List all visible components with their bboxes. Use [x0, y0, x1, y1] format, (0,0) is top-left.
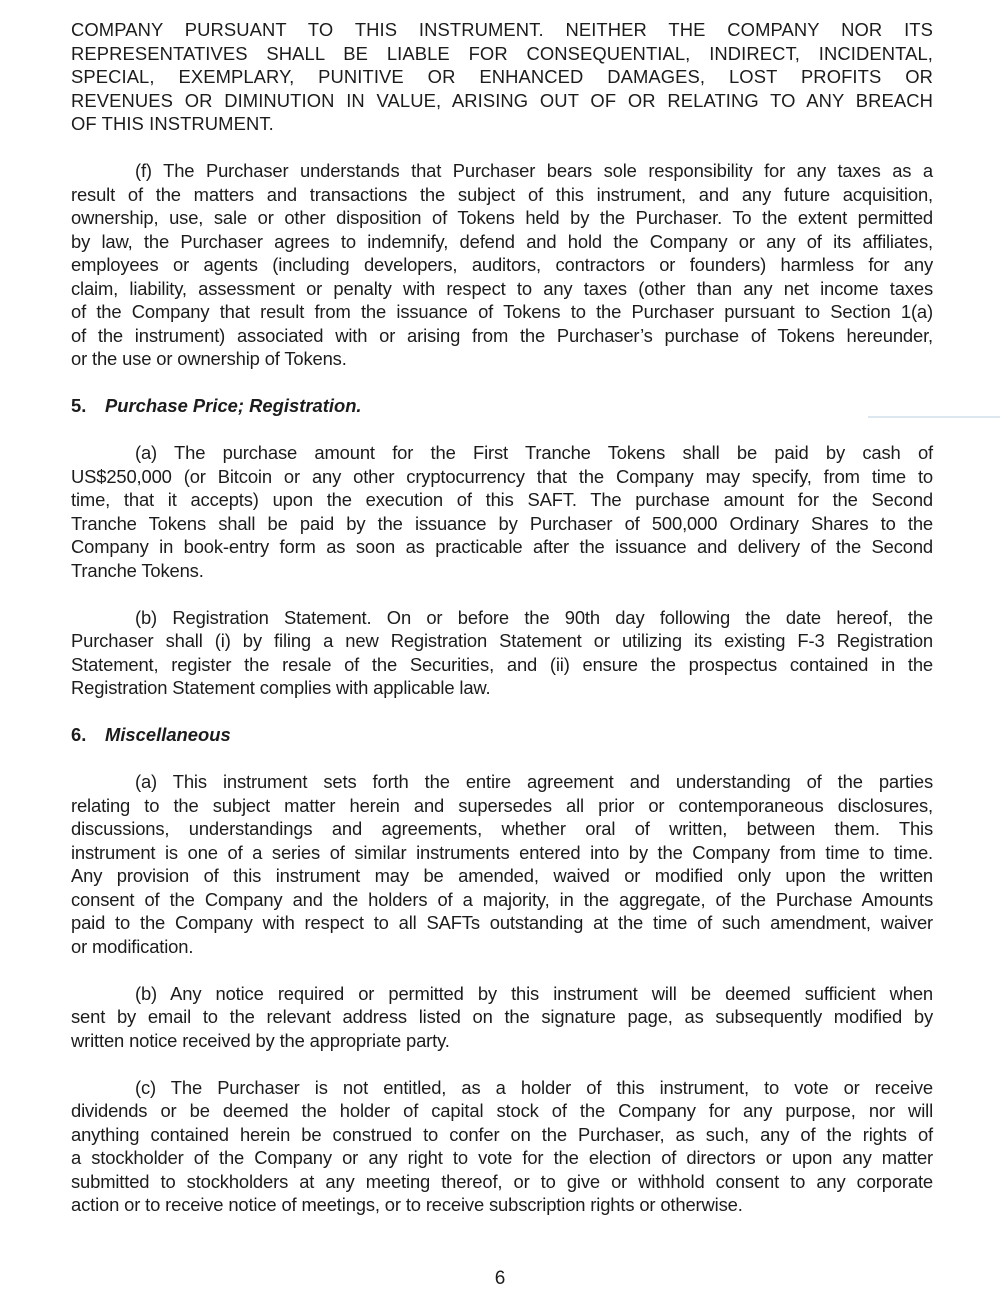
text-line: dividends or be deemed the holder of capital stock of the Company for any purpose, nor will [71, 1100, 933, 1121]
text-line: (c) The Purchaser is not entitled, as a holder of this instrument, to vote or receive [135, 1076, 933, 1098]
section-number: 6. [71, 724, 87, 745]
text-line: Tranche Tokens. [71, 559, 204, 581]
text-line: REPRESENTATIVES SHALL BE LIABLE FOR CONSEQUENTIAL, INDIRECT, INCIDENTAL, [71, 42, 933, 64]
text-line: submitted to stockholders at any meeting thereof, or to give or withhold consent to any corporate [71, 1170, 933, 1192]
section-4f [71, 159, 933, 371]
text-line: Purchaser shall (i) by filing a new Registration Statement or utilizing its existing F-3 Registration [71, 630, 933, 651]
text-line: ownership, use, sale or other disposition of Tokens held by the Purchaser. To the extent permitted [71, 207, 933, 228]
scan-artifact-line [868, 416, 1000, 418]
text-line: (b) Registration Statement. On or before the 90th day following the date hereof, the [135, 606, 933, 628]
text-line: (a) The purchase amount for the First Tranche Tokens shall be paid by cash of [135, 442, 933, 463]
text-line: result of the matters and transactions the subject of this instrument, and any future acquisition, [71, 183, 933, 205]
text-line: instrument is one of a series of similar instruments entered into by the Company from time to time. [71, 841, 933, 863]
text-line: anything contained herein be construed to confer on the Purchaser, as such, any of the rights of [71, 1123, 933, 1145]
text-line: discussions, understandings and agreements, whether oral of written, between them. This [71, 818, 933, 839]
text-line: (a) This instrument sets forth the entire agreement and understanding of the parties [135, 771, 933, 792]
text-line: time, that it accepts) upon the execution of this SAFT. The purchase amount for the Second [71, 489, 933, 510]
text-line: relating to the subject matter herein and supersedes all prior or contemporaneous disclosures, [71, 794, 933, 816]
text-line: action or to receive notice of meetings, or to receive subscription rights or otherwise. [71, 1194, 743, 1215]
text-line: written notice received by the appropriate party. [71, 1029, 450, 1051]
text-line: a stockholder of the Company or any right to vote for the election of directors or upon any matter [71, 1147, 933, 1168]
text-line: employees or agents (including developers, auditors, contractors or founders) harmless for any [71, 254, 933, 275]
text-line: US$250,000 (or Bitcoin or any other cryptocurrency that the Company may specify, from time to [71, 465, 933, 487]
section-title: Miscellaneous [105, 724, 231, 745]
text-line: OF THIS INSTRUMENT. [71, 113, 274, 134]
document-page [71, 18, 933, 1240]
text-line: SPECIAL, EXEMPLARY, PUNITIVE OR ENHANCED DAMAGES, LOST PROFITS OR [71, 66, 933, 87]
section-6c [71, 1076, 933, 1217]
text-line: Registration Statement complies with applicable law. [71, 677, 491, 698]
section-number: 5. [71, 395, 87, 416]
text-line: REVENUES OR DIMINUTION IN VALUE, ARISING OUT OF OR RELATING TO ANY BREACH [71, 89, 933, 111]
section-6a [71, 770, 933, 958]
text-line: Any provision of this instrument may be amended, waived or modified only upon the written [71, 865, 933, 886]
text-line: or the use or ownership of Tokens. [71, 348, 347, 369]
text-line: (f) The Purchaser understands that Purchaser bears sole responsibility for any taxes as a [135, 160, 933, 181]
text-line: (b) Any notice required or permitted by this instrument will be deemed sufficient when [135, 982, 933, 1004]
text-line: sent by email to the relevant address listed on the signature page, as subsequently modified by [71, 1006, 933, 1027]
text-line: paid to the Company with respect to all SAFTs outstanding at the time of such amendment, waiver [71, 912, 933, 933]
text-line: of the instrument) associated with or arising from the Purchaser’s purchase of Tokens hereunder, [71, 324, 933, 346]
limitation-of-liability-continued [71, 18, 933, 136]
section-6b [71, 982, 933, 1053]
text-line: COMPANY PURSUANT TO THIS INSTRUMENT. NEITHER THE COMPANY NOR ITS [71, 19, 933, 40]
section-6-heading [71, 723, 933, 747]
text-line: of the Company that result from the issuance of Tokens to the Purchaser pursuant to Section 1(a) [71, 301, 933, 322]
text-line: consent of the Company and the holders of a majority, in the aggregate, of the Purchase Amounts [71, 888, 933, 910]
text-line: or modification. [71, 935, 194, 957]
text-line: claim, liability, assessment or penalty with respect to any taxes (other than any net income taxes [71, 277, 933, 299]
text-line: Tranche Tokens shall be paid by the issuance by Purchaser of 500,000 Ordinary Shares to the [71, 512, 933, 534]
section-5b [71, 606, 933, 700]
section-5a [71, 441, 933, 582]
text-line: by law, the Purchaser agrees to indemnify, defend and hold the Company or any of its affiliates, [71, 230, 933, 252]
page-number: 6 [494, 1268, 506, 1289]
text-line: Statement, register the resale of the Securities, and (ii) ensure the prospectus contained in the [71, 653, 933, 675]
section-title: Purchase Price; Registration. [105, 395, 362, 416]
text-line: Company in book-entry form as soon as practicable after the issuance and delivery of the Second [71, 536, 933, 557]
section-5-heading [71, 394, 933, 418]
